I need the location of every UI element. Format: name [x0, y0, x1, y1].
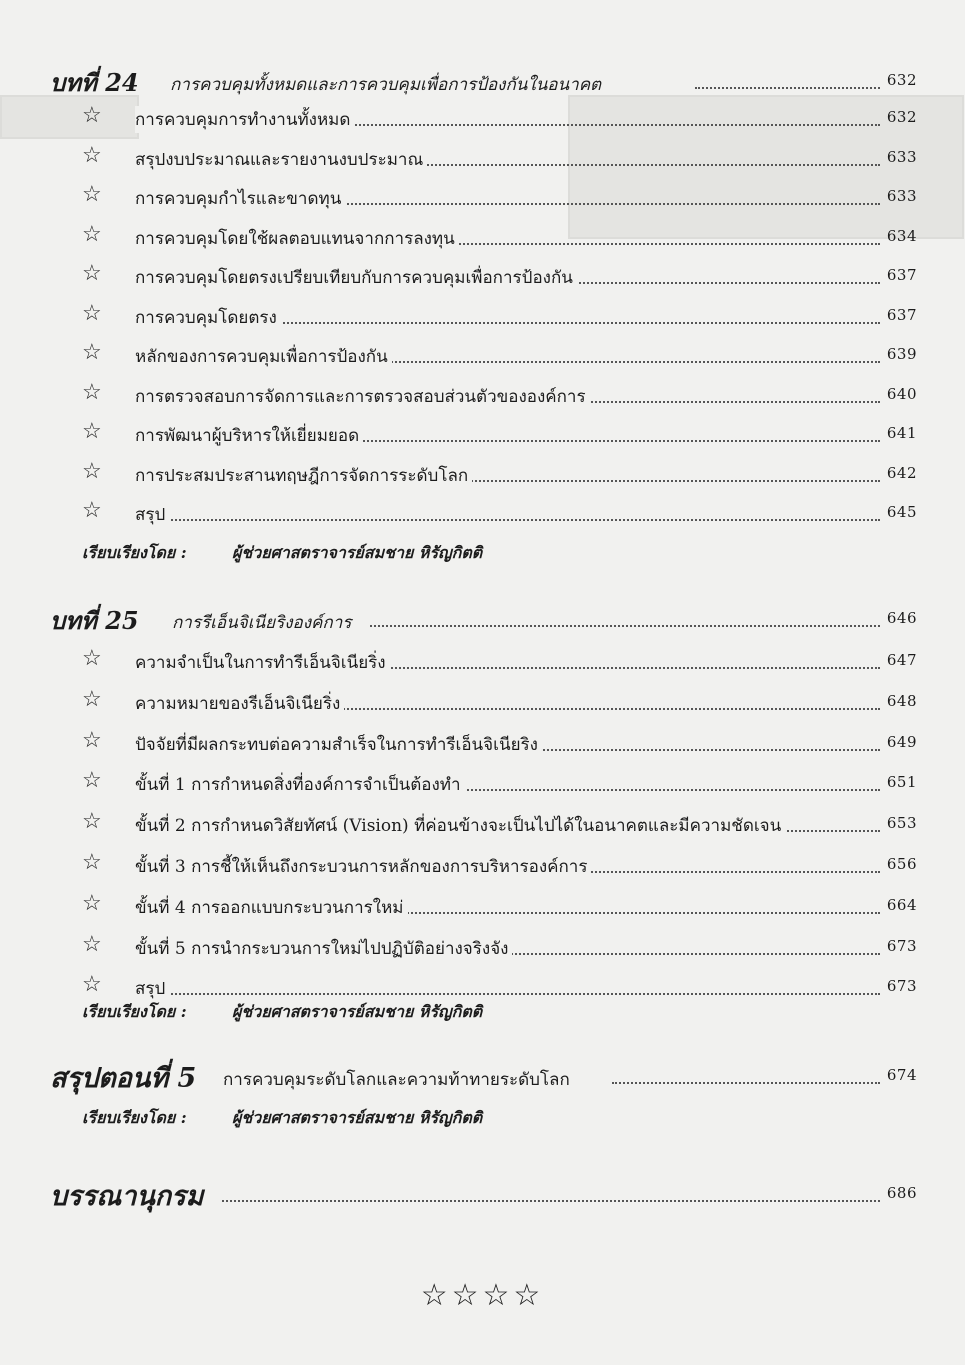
chapter-24-entry[interactable]	[0, 65, 965, 101]
toc-section-entry[interactable]	[0, 221, 965, 257]
dot-leader	[370, 625, 880, 627]
toc-section-entry[interactable]	[0, 379, 965, 415]
section-title: การประสมประสานทฤษฎีการจัดการระดับโลก	[135, 462, 472, 489]
toc-section-entry[interactable]	[0, 181, 965, 217]
star-bullet-icon: ☆	[82, 142, 102, 168]
star-bullet-icon: ☆	[82, 261, 102, 286]
star-bullet-icon: ☆	[82, 646, 102, 671]
section-title: การควบคุมการทำงานทั้งหมด	[135, 106, 354, 133]
star-bullet-icon: ☆	[82, 809, 102, 835]
compiled-by-line	[0, 1102, 965, 1138]
page-number: 632	[886, 108, 917, 126]
page-number: 637	[886, 266, 917, 284]
page-number: 656	[886, 855, 917, 873]
toc-section-entry[interactable]	[0, 300, 965, 336]
chapter-25-entry[interactable]	[0, 603, 965, 639]
toc-section-entry[interactable]	[0, 142, 965, 178]
toc-section-entry[interactable]	[0, 418, 965, 454]
page-number: 642	[886, 463, 917, 482]
dot-leader	[695, 87, 880, 89]
page-number: 634	[886, 226, 917, 245]
compiled-by-line	[0, 537, 965, 573]
section-title: หลักของการควบคุมเพื่อการป้องกัน	[135, 343, 392, 370]
compiled-by-name: ผู้ช่วยศาสตราจารย์สมชาย หิรัญกิตติ	[232, 1108, 483, 1127]
chapter-title: การควบคุมทั้งหมดและการควบคุมเพื่อการป้องกันในอนาคต	[170, 75, 602, 95]
toc-section-entry[interactable]	[0, 260, 965, 296]
chapter-label: บทที่ 25	[50, 606, 139, 635]
star-bullet-icon: ☆	[82, 931, 102, 957]
toc-section-entry[interactable]	[0, 339, 965, 375]
star-bullet-icon: ☆	[82, 419, 102, 444]
star-bullet-icon: ☆	[82, 890, 102, 916]
star-bullet-icon: ☆	[82, 686, 102, 712]
compiled-by-name: ผู้ช่วยศาสตราจารย์สมชาย หิรัญกิตติ	[232, 1002, 483, 1021]
section-title: ขั้นที่ 4 การออกแบบกระบวนการใหม่	[135, 894, 408, 921]
toc-section-entry[interactable]	[0, 102, 965, 138]
section-title: ปัจจัยที่มีผลกระทบต่อความสำเร็จในการทำรีเอ็นจิเนียริง	[135, 731, 542, 758]
section-title: ขั้นที่ 1 การกำหนดสิ่งที่องค์การจำเป็นต้องทำ	[135, 771, 465, 798]
page-number: 640	[886, 384, 917, 403]
star-bullet-icon: ☆	[82, 972, 102, 998]
part-summary-label: สรุปตอนที่ 5	[50, 1063, 197, 1094]
toc-section-entry[interactable]	[0, 849, 965, 885]
star-bullet-icon: ☆	[82, 340, 102, 365]
bibliography-entry[interactable]	[0, 1178, 965, 1214]
page-number: 633	[886, 147, 917, 166]
star-bullet-icon: ☆	[82, 727, 102, 753]
dot-leader	[612, 1082, 880, 1084]
page-number: 639	[886, 345, 917, 363]
page-number: 673	[886, 936, 917, 955]
toc-section-entry[interactable]	[0, 890, 965, 926]
chapter-label: บทที่ 24	[50, 68, 139, 97]
dot-leader	[222, 1200, 880, 1202]
section-title: การพัฒนาผู้บริหารให้เยี่ยมยอด	[135, 422, 363, 449]
page-number: 646	[886, 609, 917, 627]
compiled-by-label: เรียบเรียงโดย :	[82, 543, 187, 562]
star-bullet-icon: ☆	[82, 458, 102, 484]
section-title: ขั้นที่ 5 การนำกระบวนการใหม่ไปปฏิบัติอย่างจริงจัง	[135, 935, 512, 962]
chapter-title: การรีเอ็นจิเนียริงองค์การ	[172, 613, 352, 633]
bibliography-label: บรรณานุกรม	[50, 1181, 204, 1212]
part-summary-title: การควบคุมระดับโลกและความท้าทายระดับโลก	[223, 1070, 570, 1090]
page-number: 641	[886, 424, 917, 442]
compiled-by-label: เรียบเรียงโดย :	[82, 1002, 187, 1021]
page-number: 674	[886, 1066, 917, 1084]
star-bullet-icon: ☆	[82, 221, 102, 247]
section-title: ขั้นที่ 3 การชี้ให้เห็นถึงกระบวนการหลักของการบริหารองค์การ	[135, 853, 591, 880]
star-bullet-icon: ☆	[82, 498, 102, 523]
compiled-by-line	[0, 996, 965, 1032]
star-bullet-icon: ☆	[82, 768, 102, 794]
section-title: ความหมายของรีเอ็นจิเนียริ่ง	[135, 690, 344, 717]
star-bullet-icon: ☆	[82, 182, 102, 207]
section-title: สรุปงบประมาณและรายงานงบประมาณ	[135, 146, 427, 173]
compiled-by-label: เรียบเรียงโดย :	[82, 1108, 187, 1127]
page-number: 686	[886, 1184, 917, 1202]
section-title: การตรวจสอบการจัดการและการตรวจสอบส่วนตัวขององค์การ	[135, 383, 590, 410]
part-summary-entry[interactable]	[0, 1060, 965, 1096]
compiled-by-name: ผู้ช่วยศาสตราจารย์สมชาย หิรัญกิตติ	[232, 543, 483, 562]
section-title: การควบคุมกำไรและขาดทุน	[135, 185, 345, 212]
page-number: 648	[886, 691, 917, 710]
toc-section-entry[interactable]	[0, 686, 965, 722]
section-title: ขั้นที่ 2 การกำหนดวิสัยทัศน์ (Vision) ที่ค่อนข้างจะเป็นไปได้ในอนาคตและมีความชัดเจน	[135, 812, 785, 839]
section-title: การควบคุมโดยตรง	[135, 304, 281, 331]
toc-section-entry[interactable]	[0, 645, 965, 681]
dot-leader	[140, 519, 880, 521]
star-bullet-icon: ☆	[82, 103, 102, 128]
toc-section-entry[interactable]	[0, 931, 965, 967]
section-title: สรุป	[135, 501, 169, 528]
toc-section-entry[interactable]	[0, 497, 965, 533]
page-number: 647	[886, 651, 917, 669]
section-title: ความจำเป็นในการทำรีเอ็นจิเนียริ่ง	[135, 649, 390, 676]
page-number: 645	[886, 503, 917, 521]
page-number: 633	[886, 187, 917, 205]
page-number: 653	[886, 814, 917, 833]
toc-section-entry[interactable]	[0, 458, 965, 494]
page-number: 649	[886, 732, 917, 751]
page-number: 673	[886, 977, 917, 996]
page-number: 664	[886, 895, 917, 914]
section-title: การควบคุมโดยใช้ผลตอบแทนจากการลงทุน	[135, 225, 459, 252]
page-number: 632	[886, 71, 917, 89]
star-bullet-icon: ☆	[82, 300, 102, 326]
page-number: 637	[886, 305, 917, 324]
page-number: 651	[886, 773, 917, 792]
section-title: สรุป	[135, 975, 169, 1002]
toc-section-entry[interactable]	[0, 727, 965, 763]
end-stars-ornament: ☆☆☆☆	[420, 1278, 545, 1313]
star-bullet-icon: ☆	[82, 379, 102, 405]
toc-section-entry[interactable]	[0, 808, 965, 844]
toc-section-entry[interactable]	[0, 767, 965, 803]
star-bullet-icon: ☆	[82, 850, 102, 875]
section-title: การควบคุมโดยตรงเปรียบเทียบกับการควบคุมเพื่อการป้องกัน	[135, 264, 577, 291]
